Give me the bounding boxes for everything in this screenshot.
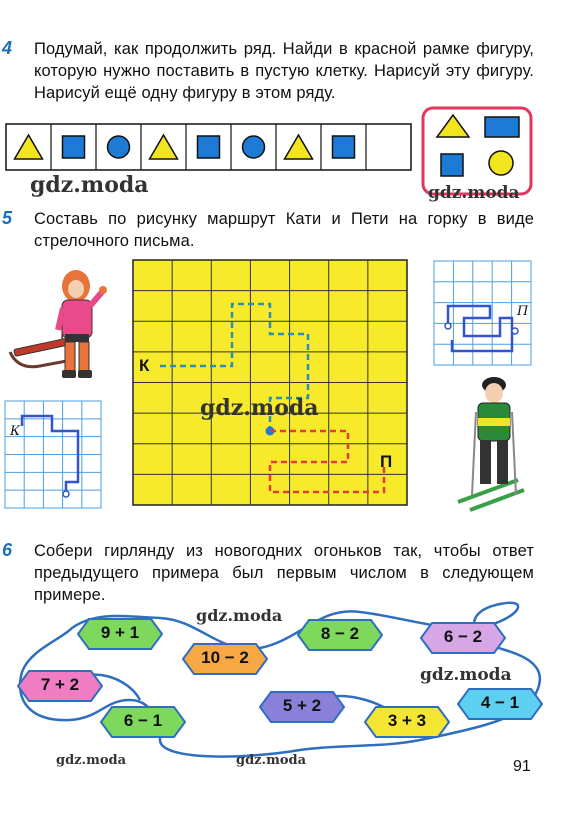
sequence-square	[333, 136, 355, 158]
mini-grid-kate	[5, 401, 101, 508]
garland-light	[420, 622, 506, 654]
option-circle	[489, 151, 513, 175]
task-number: 4	[2, 38, 13, 58]
task-number: 5	[2, 208, 13, 228]
light-expression: 5 + 2	[282, 696, 322, 715]
boy-skier	[458, 377, 524, 510]
watermark: gdz.moda	[30, 172, 149, 198]
garland-light	[259, 691, 345, 723]
page-number: 91	[513, 758, 531, 775]
garland-light	[182, 643, 268, 675]
task-text: Собери гирлянду из новогодних огоньков так, чтобы ответ предыдущего примера был первым числом в следующем примере.	[34, 542, 534, 604]
garland-light	[77, 618, 163, 650]
shape-sequence	[6, 124, 411, 170]
girl-with-sled	[10, 270, 107, 378]
mini-label-p: П	[517, 304, 529, 319]
light-expression: 3 + 3	[387, 711, 427, 730]
light-expression: 4 − 1	[480, 693, 520, 712]
task-number: 6	[2, 540, 13, 560]
light-expression: 10 − 2	[201, 648, 249, 667]
sequence-circle	[108, 136, 130, 158]
mini-label-k: К	[10, 424, 21, 439]
watermark: gdz.moda	[236, 753, 307, 768]
light-expression: 6 − 2	[443, 627, 483, 646]
light-expression: 6 − 1	[123, 711, 163, 730]
sequence-square	[198, 136, 220, 158]
sequence-circle	[243, 136, 265, 158]
light-expression: 7 + 2	[40, 675, 80, 694]
light-expression: 9 + 1	[100, 623, 140, 642]
watermark: gdz.moda	[196, 606, 283, 625]
task-text: Подумай, как продолжить ряд. Найди в красной рамке фигуру, которую нужно поставить в пустую клетку. Нарисуй эту фигуру. Нарисуй ещё одну фигуру в этом ряду.	[34, 40, 534, 102]
garland-light	[17, 670, 103, 702]
garland-light	[297, 619, 383, 651]
options-frame	[423, 108, 531, 194]
label-p: П	[380, 452, 393, 471]
light-expression: 8 − 2	[320, 624, 360, 643]
task-text: Составь по рисунку маршрут Кати и Пети на горку в виде стрелочного письма.	[34, 210, 534, 250]
watermark: gdz.moda	[420, 665, 512, 685]
garland-light	[364, 706, 450, 738]
option-square	[441, 154, 463, 176]
sequence-square	[63, 136, 85, 158]
option-rectangle	[485, 117, 519, 137]
yellow-grid	[133, 260, 407, 505]
label-k: К	[139, 356, 150, 375]
garland-light	[457, 688, 543, 720]
watermark: gdz.moda	[200, 395, 319, 421]
watermark: gdz.moda	[56, 753, 127, 768]
watermark: gdz.moda	[428, 183, 520, 203]
garland-light	[100, 706, 186, 738]
